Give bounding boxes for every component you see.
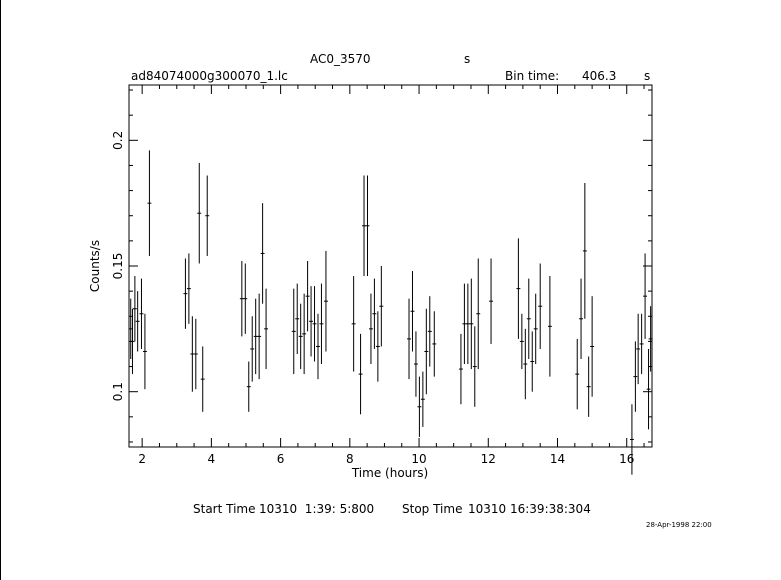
x-tick-label: 10 bbox=[411, 452, 427, 466]
data-point bbox=[414, 331, 418, 396]
data-point bbox=[530, 331, 534, 391]
data-point bbox=[299, 304, 303, 369]
data-point bbox=[428, 296, 432, 366]
data-point bbox=[466, 284, 470, 364]
data-point bbox=[306, 261, 310, 331]
data-point bbox=[583, 183, 587, 319]
data-point bbox=[147, 150, 151, 256]
data-point bbox=[376, 311, 380, 381]
data-point bbox=[633, 341, 637, 411]
data-point bbox=[417, 377, 421, 437]
data-point bbox=[411, 271, 415, 351]
data-point bbox=[292, 289, 296, 374]
data-point bbox=[261, 203, 265, 304]
y-tick-label: 0.15 bbox=[111, 252, 125, 280]
plot-timestamp: 28-Apr-1998 22:00 bbox=[646, 521, 712, 529]
data-point bbox=[136, 291, 140, 351]
data-point bbox=[250, 316, 254, 381]
data-point bbox=[369, 294, 373, 364]
data-point bbox=[197, 163, 201, 264]
x-tick-label: 14 bbox=[549, 452, 566, 466]
stop-time-label: Stop Time bbox=[402, 502, 463, 516]
data-point bbox=[194, 319, 198, 389]
data-point bbox=[205, 176, 209, 256]
data-point bbox=[476, 258, 480, 369]
data-point bbox=[309, 286, 313, 356]
y-axis-label: Counts/s bbox=[88, 239, 102, 293]
data-point bbox=[459, 334, 463, 404]
x-tick-label: 12 bbox=[480, 452, 496, 466]
x-tick-label: 6 bbox=[276, 452, 285, 466]
x-tick-label: 8 bbox=[346, 452, 354, 466]
data-point bbox=[527, 279, 531, 359]
data-point bbox=[247, 362, 251, 412]
data-point bbox=[647, 349, 651, 429]
file-name: ad84074000g300070_1.lc bbox=[131, 69, 288, 83]
x-tick-label: 2 bbox=[138, 452, 146, 466]
data-point bbox=[133, 276, 137, 341]
x-axis-label: Time (hours) bbox=[351, 466, 429, 480]
bin-time-value: 406.3 bbox=[582, 69, 617, 83]
data-point bbox=[324, 251, 328, 352]
object-unit: s bbox=[464, 52, 471, 66]
data-point bbox=[516, 238, 520, 339]
start-time-value: 10310 1:39: 5:800 bbox=[259, 502, 375, 516]
start-time-label: Start Time bbox=[193, 502, 256, 516]
data-point bbox=[372, 279, 376, 349]
data-point bbox=[187, 253, 191, 323]
data-point bbox=[257, 294, 261, 379]
bin-time-label: Bin time: bbox=[505, 69, 560, 83]
data-point bbox=[362, 176, 366, 277]
stop-time-value: 10310 16:39:38:304 bbox=[468, 502, 591, 516]
data-point bbox=[316, 314, 320, 379]
data-point bbox=[579, 279, 583, 359]
data-point bbox=[640, 314, 644, 374]
data-point bbox=[473, 326, 477, 406]
plot-frame bbox=[129, 85, 652, 447]
y-tick-label: 0.1 bbox=[111, 382, 125, 402]
object-name: AC0_3570 bbox=[310, 52, 371, 66]
data-point bbox=[636, 314, 640, 384]
data-point bbox=[201, 346, 205, 411]
data-point bbox=[587, 357, 591, 417]
x-axis-ticks bbox=[138, 85, 644, 466]
data-point bbox=[520, 314, 524, 369]
data-point bbox=[538, 263, 542, 348]
data-point bbox=[462, 284, 466, 364]
data-point bbox=[140, 279, 144, 349]
data-point bbox=[424, 309, 428, 394]
x-tick-label: 16 bbox=[619, 452, 635, 466]
data-point bbox=[534, 294, 538, 364]
data-point bbox=[523, 329, 527, 399]
data-point bbox=[240, 261, 244, 336]
data-point bbox=[575, 339, 579, 409]
data-point bbox=[243, 263, 247, 333]
data-points bbox=[129, 150, 653, 474]
data-point bbox=[590, 296, 594, 397]
y-tick-label: 0.2 bbox=[111, 130, 125, 150]
data-point bbox=[190, 316, 194, 391]
data-point bbox=[421, 372, 425, 427]
data-point bbox=[379, 266, 383, 346]
data-point bbox=[548, 276, 552, 377]
data-point bbox=[489, 258, 493, 343]
data-point bbox=[302, 294, 306, 374]
data-point bbox=[254, 299, 258, 374]
data-point bbox=[407, 299, 411, 379]
data-point bbox=[319, 284, 323, 364]
data-point bbox=[295, 284, 299, 354]
data-point bbox=[143, 314, 147, 389]
data-point bbox=[313, 286, 317, 361]
data-point bbox=[432, 311, 436, 376]
data-point bbox=[264, 289, 268, 369]
x-tick-label: 4 bbox=[207, 452, 216, 466]
bin-time-unit: s bbox=[644, 69, 651, 83]
data-point bbox=[183, 258, 187, 328]
data-point bbox=[469, 279, 473, 370]
data-point bbox=[366, 176, 370, 277]
data-point bbox=[359, 334, 363, 414]
data-point bbox=[352, 276, 356, 372]
